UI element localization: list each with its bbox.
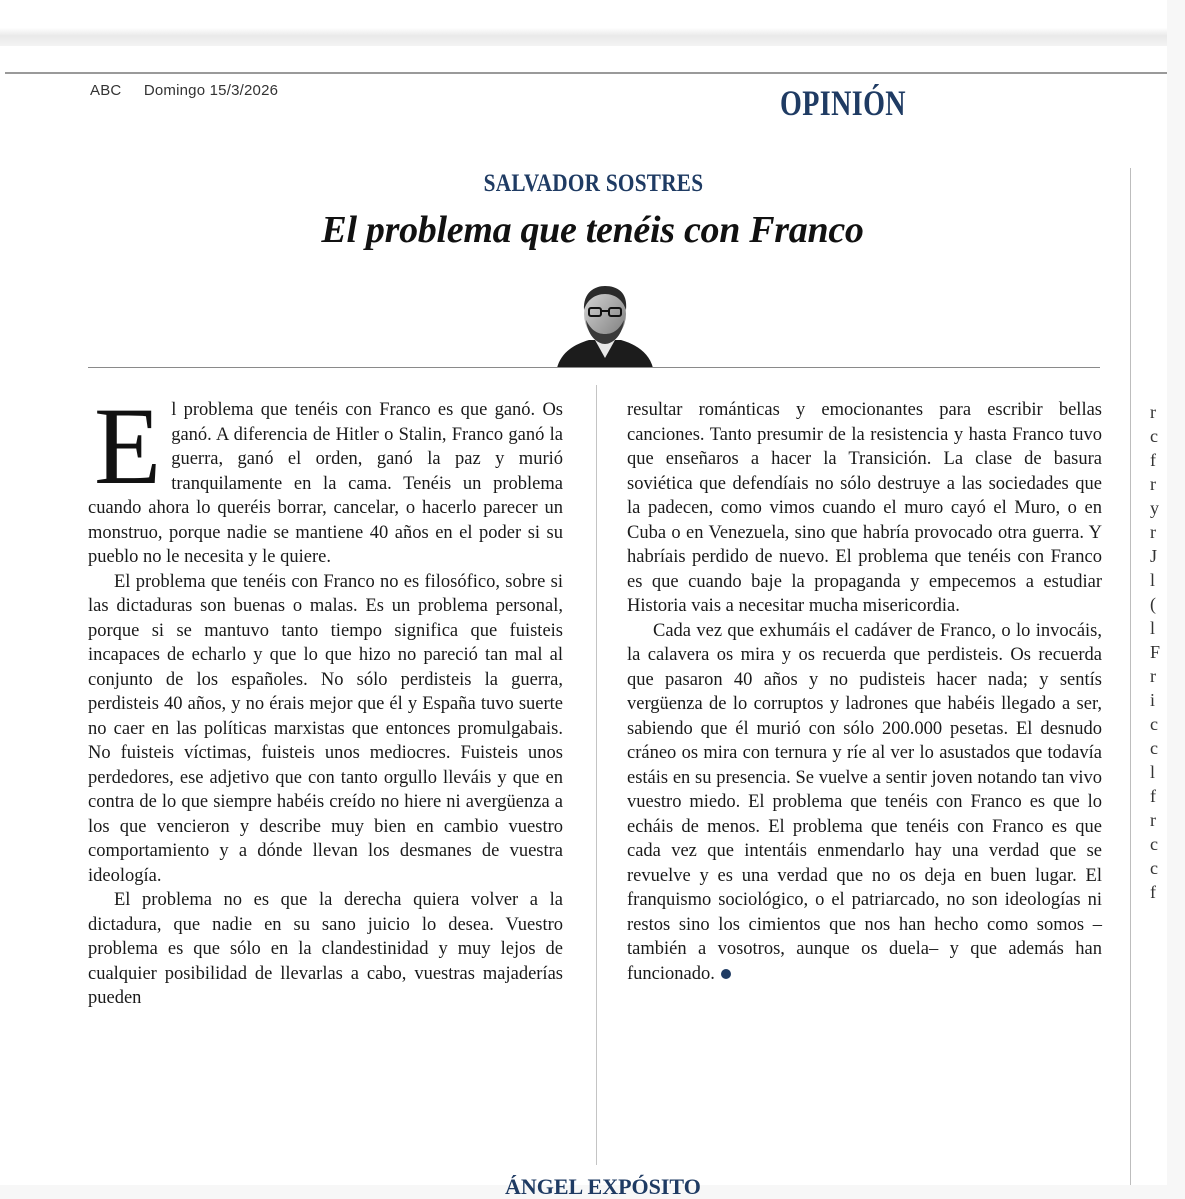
section-title: OPINIÓN <box>780 83 906 123</box>
adjacent-column-letter: c <box>1150 738 1158 758</box>
adjacent-column-letter: c <box>1150 426 1158 446</box>
adjacent-column-letter: l <box>1150 618 1156 638</box>
author-portrait <box>555 282 655 368</box>
adjacent-column-letter: c <box>1150 858 1158 878</box>
adjacent-column-letter: ( <box>1150 594 1156 614</box>
adjacent-column-letter: y <box>1150 498 1159 518</box>
article-column-1 <box>88 385 563 1011</box>
browser-top-strip <box>0 0 1167 46</box>
adjacent-column-letter: f <box>1150 786 1156 806</box>
publication-name: ABC <box>90 82 122 99</box>
adjacent-column-letter: r <box>1150 474 1156 494</box>
adjacent-column-letter: l <box>1150 762 1156 782</box>
adjacent-column-letter: r <box>1150 402 1156 422</box>
adjacent-column-letter: c <box>1150 834 1158 854</box>
paragraph-text: Cada vez que exhumáis el cadáver de Franco, o lo invocáis, la calavera os mira y os recuerda que perdisteis. Os recuerda que pasaron 40 años y no pudisteis hacer nada; y sentís vergüenza de lo corruptos y ladrones que habéis llegado a ser, sabiendo que él murió con sólo 200.000 pesetas. El desnudo cráneo os mira con ternura y ríe al ver lo asustados que todavía estáis en su presencia. Se vuelve a sentir joven notando tan vivo vuestro miedo. El problema que tenéis con Franco es que lo echáis de menos. El problema que tenéis con Franco es que cada vez que intentáis enmendarlo hay una verdad que se revuelve y es una verdad que no os deja en buen lugar. El franquismo sociológico, o el patriarcado, no son ideologías ni restos sino los cimientos que nos han hecho como somos –también a vosotros, aunque os duela– y que además han funcionado. <box>627 620 1102 984</box>
adjacent-column-letter: i <box>1150 690 1156 710</box>
headline-rule <box>88 367 1100 368</box>
adjacent-column-letter: c <box>1150 714 1158 734</box>
paragraph-text: l problema que tenéis con Franco es que ganó. Os ganó. A diferencia de Hitler o Stalin, Franco ganó la guerra, ganó el orden, ganó la paz y murió tranquilamente en la cama. Tenéis un problema cuando ahora lo queréis borrar, cancelar, o hacerlo parecer un monstruo, porque nadie se mantiene 40 años en el poder si su pueblo no le necesita y le quiere. <box>88 400 563 567</box>
paragraph <box>88 385 563 570</box>
masthead-info <box>90 82 278 99</box>
article-headline: El problema que tenéis con Franco <box>321 209 864 251</box>
adjacent-column-letter: r <box>1150 522 1156 542</box>
paragraph: resultar románticas y emocionantes para escribir bellas canciones. Tanto presumir de la resistencia y hasta Franco tuvo que enseñaros a hacer la Transición. La clase de basura soviética que defendíais no sólo destruye a las sociedades que la padecen, como vimos cuando el muro cayó el Muro, o en Cuba o en Venezuela, sino que habría provocado otra guerra. Y habríais perdido de nuevo. El problema que tenéis con Franco es que cuando baje la propaganda y empecemos a estudiar Historia vais a necesitar mucha misericordia. <box>627 400 1102 616</box>
paragraph: El problema no es que la derecha quiera volver a la dictadura, que nadie en su sano juicio lo desea. Vuestro problema es que sólo en la clandestinidad y muy lejos de cualquier posibilidad de llevarlas a cabo, vuestras majaderías pueden <box>88 890 563 1008</box>
drop-cap: E <box>94 385 162 507</box>
author-name: SALVADOR SOSTRES <box>483 170 704 197</box>
adjacent-column-letter: f <box>1150 882 1156 902</box>
next-author-name: ÁNGEL EXPÓSITO <box>505 1174 701 1199</box>
next-article-teaser <box>505 1174 705 1199</box>
adjacent-column-letter: l <box>1150 570 1156 590</box>
adjacent-column-letter: F <box>1150 642 1161 662</box>
adjacent-column-letter: J <box>1150 546 1158 566</box>
masthead-rule <box>5 72 1167 74</box>
adjacent-column-letter: f <box>1150 450 1156 470</box>
paragraph <box>627 619 1102 987</box>
paragraph: El problema que tenéis con Franco no es filosófico, sobre si las dictaduras son buenas o malas. Es un problema personal, porque si se mantuvo tanto tiempo significa que fuisteis incapaces de echarlo y que lo que hizo no pareció tan mal al conjunto de los españoles. No sólo perdisteis la guerra, perdisteis 40 años, y no érais mejor que él y España tuvo suerte no caer en las políticas marxistas que entonces promulgabais. No fuisteis víctimas, fuisteis unos mediocres. Fuisteis unos perdedores, ese adjetivo que con tanto orgullo lleváis y que en contra de lo que siempre habéis creído no hiere ni avergüenza a los que vencieron y describe muy bien en cambio vuestro comportamiento y a dónde llevan los desmanes de vuestra ideología. <box>88 571 563 886</box>
end-of-article-icon <box>721 969 731 979</box>
adjacent-column-letter: r <box>1150 810 1156 830</box>
adjacent-column-fragment <box>1150 400 1167 1185</box>
column-divider <box>596 385 597 1165</box>
adjacent-column-letter: r <box>1150 666 1156 686</box>
right-column-rule <box>1130 168 1131 1185</box>
article-column-2 <box>627 398 1102 986</box>
publication-date: Domingo 15/3/2026 <box>143 82 279 99</box>
